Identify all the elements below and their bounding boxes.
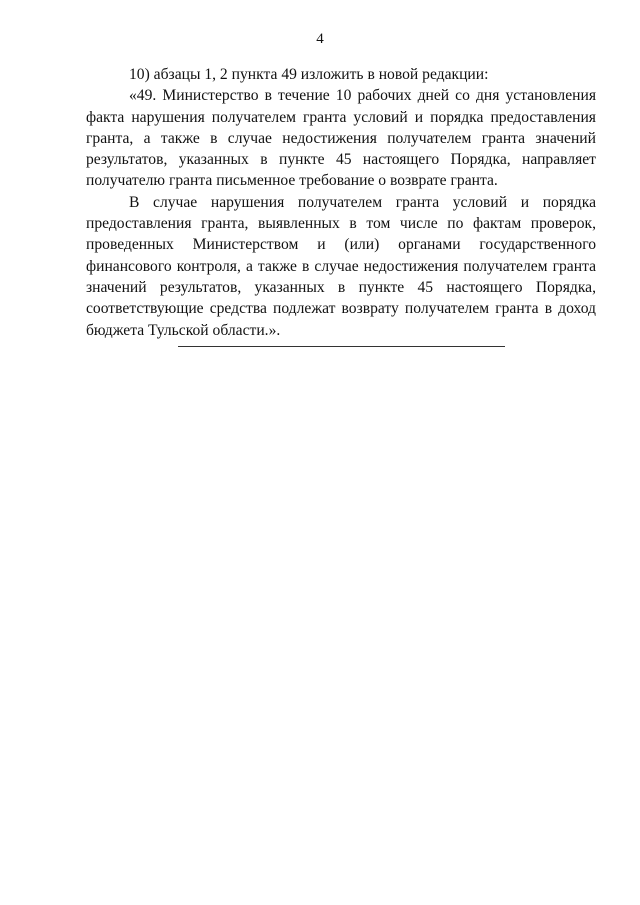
amendment-intro-paragraph: 10) абзацы 1, 2 пункта 49 изложить в новой редакции: bbox=[129, 66, 489, 83]
end-of-document-separator bbox=[178, 346, 505, 347]
page-number: 4 bbox=[316, 31, 324, 47]
clause-49-paragraph-2: В случае нарушения получателем гранта условий и порядка предоставления гранта, выявленных в том числе по фактам проверок, проведенных Министерством и (или) органами государственного финансового контроля, а также в случае недостижения получателем гранта значений результатов, указанных в пункте 45 настоящего Порядка, соответствующие средства подлежат возврату получателем гранта в доход бюджета Тульской области.». bbox=[86, 193, 596, 339]
document-body bbox=[86, 64, 596, 341]
clause-49-paragraph-1: «49. Министерство в течение 10 рабочих дней со дня установления факта нарушения получателем гранта условий и порядка предоставления гранта, а также в случае недостижения получателем гранта значений результатов, указанных в пункте 45 настоящего Порядка, направляет получателю гранта письменное требование о возврате гранта. bbox=[86, 87, 596, 190]
